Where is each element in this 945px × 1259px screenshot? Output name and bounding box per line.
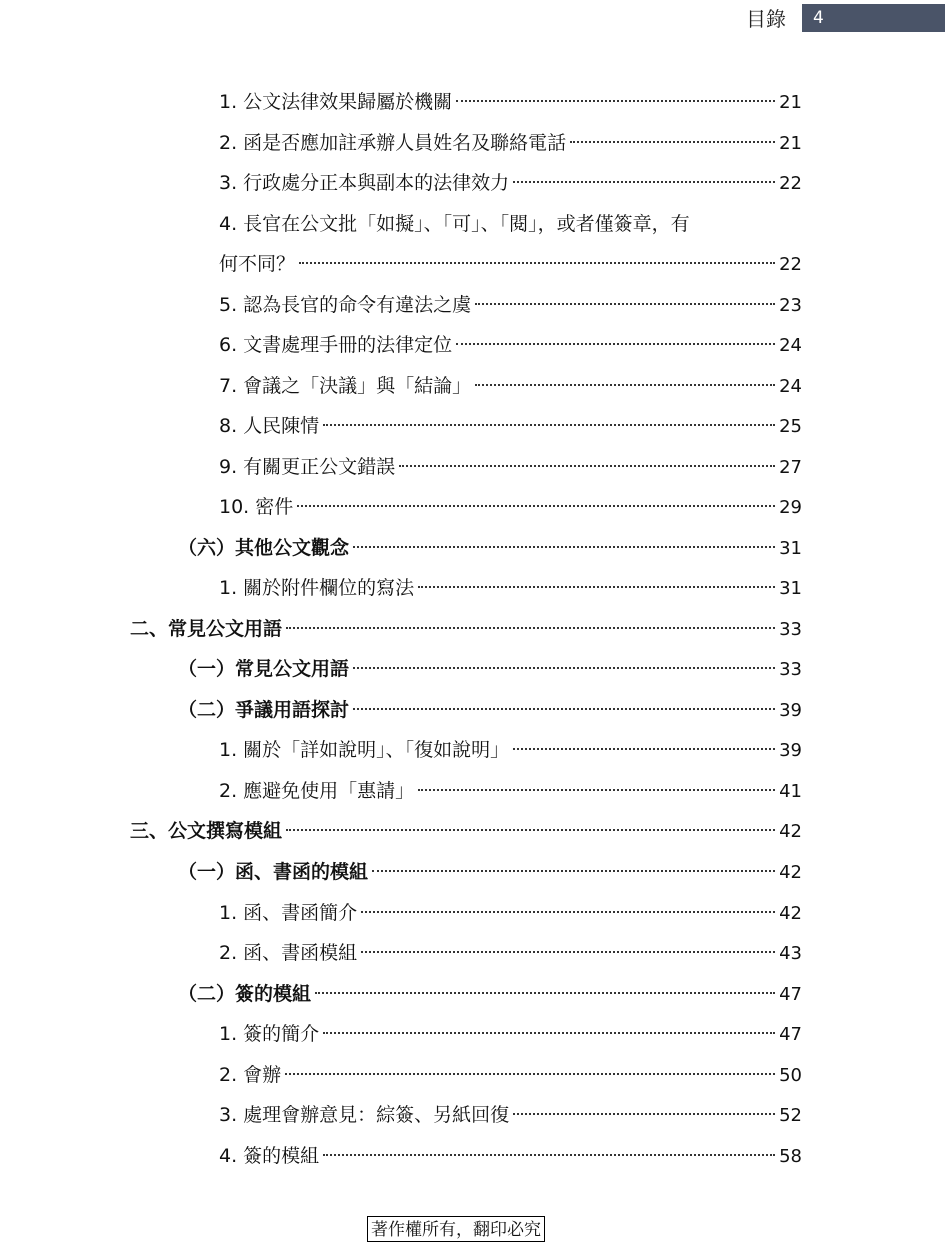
- toc-entry-page: 25: [779, 416, 802, 437]
- toc-entry[interactable]: [219, 1141, 802, 1171]
- toc-entry-page: 31: [779, 578, 802, 599]
- toc-entry[interactable]: [178, 695, 802, 725]
- toc-entry-page: 21: [779, 133, 802, 154]
- toc-entry[interactable]: [219, 735, 802, 765]
- toc-entry-page: 33: [779, 619, 802, 640]
- toc-entry[interactable]: [219, 128, 802, 158]
- toc-entry-page: 42: [779, 862, 802, 883]
- toc-entry[interactable]: [219, 330, 802, 360]
- dot-leader: [513, 1113, 775, 1115]
- toc-entry-title: 6. 文書處理手冊的法律定位: [219, 334, 453, 356]
- toc-entry-page: 42: [779, 821, 802, 842]
- dot-leader: [315, 992, 775, 994]
- toc-entry-page: 41: [779, 781, 802, 802]
- toc-entry-title: 2. 會辦: [219, 1064, 282, 1086]
- dot-leader: [456, 100, 775, 102]
- toc-entry-title-line1: 4. 長官在公文批「如擬」、「可」、「閱」，或者僅簽章，有: [219, 213, 690, 235]
- toc-entry-title: 3. 行政處分正本與副本的法律效力: [219, 172, 510, 194]
- toc-entry[interactable]: [219, 1060, 802, 1090]
- dot-leader: [513, 748, 775, 750]
- toc-entry-page: 24: [779, 335, 802, 356]
- toc-entry-title: 1. 關於「詳如說明」、「復如說明」: [219, 739, 510, 761]
- toc-entry[interactable]: [178, 654, 802, 684]
- toc-entry-title: 4. 簽的模組: [219, 1145, 320, 1167]
- toc-entry[interactable]: [219, 87, 802, 117]
- toc-entry-title: 1. 公文法律效果歸屬於機關: [219, 91, 453, 113]
- toc-entry-page: 39: [779, 700, 802, 721]
- toc-entry[interactable]: [219, 411, 802, 441]
- toc-entry-page: 22: [779, 173, 802, 194]
- toc-entry-title: 2. 應避免使用「惠請」: [219, 780, 415, 802]
- toc-entry-title: 5. 認為長官的命令有違法之虞: [219, 294, 472, 316]
- toc-entry[interactable]: [178, 857, 802, 887]
- dot-leader: [323, 1154, 775, 1156]
- toc-entry-title: 8. 人民陳情: [219, 415, 320, 437]
- toc-entry[interactable]: [219, 1019, 802, 1049]
- toc-entry-title: 7. 會議之「決議」與「結論」: [219, 375, 472, 397]
- dot-leader: [475, 303, 775, 305]
- toc-entry-title: （一）常見公文用語: [178, 658, 350, 680]
- toc-entry[interactable]: [219, 452, 802, 482]
- toc-entry[interactable]: [219, 168, 802, 198]
- dot-leader: [418, 586, 775, 588]
- dot-leader: [399, 465, 775, 467]
- dot-leader: [323, 1032, 775, 1034]
- toc-entry-title: 三、公文撰寫模組: [130, 820, 283, 842]
- toc-entry[interactable]: [219, 898, 802, 928]
- toc-entry-page: 52: [779, 1105, 802, 1126]
- toc-entry[interactable]: [130, 614, 802, 644]
- dot-leader: [353, 546, 775, 548]
- toc-entry[interactable]: [130, 816, 802, 846]
- toc-entry-page: 21: [779, 92, 802, 113]
- dot-leader: [456, 343, 775, 345]
- toc-entry-page: 29: [779, 497, 802, 518]
- toc-entry-page: 43: [779, 943, 802, 964]
- dot-leader: [361, 951, 775, 953]
- dot-leader: [353, 667, 775, 669]
- toc-entry-page: 27: [779, 457, 802, 478]
- toc-entry-page: 23: [779, 295, 802, 316]
- toc-entry-page: 22: [779, 254, 802, 275]
- toc-entry[interactable]: [219, 371, 802, 401]
- toc-entry-page: 50: [779, 1065, 802, 1086]
- toc-entry-page: 47: [779, 1024, 802, 1045]
- toc-entry-title: 2. 函、書函模組: [219, 942, 358, 964]
- dot-leader: [286, 627, 775, 629]
- toc-entry-title: （二）爭議用語探討: [178, 699, 350, 721]
- dot-leader: [285, 1073, 775, 1075]
- dot-leader: [570, 141, 775, 143]
- dot-leader: [297, 505, 775, 507]
- toc-entry-title: 二、常見公文用語: [130, 618, 283, 640]
- dot-leader: [513, 181, 775, 183]
- toc-entry-page: 24: [779, 376, 802, 397]
- toc-entry-page: 31: [779, 538, 802, 559]
- dot-leader: [323, 424, 775, 426]
- dot-leader: [299, 262, 775, 264]
- dot-leader: [475, 384, 775, 386]
- toc-entry-page: 39: [779, 740, 802, 761]
- toc-entry-title: 1. 簽的簡介: [219, 1023, 320, 1045]
- toc-entry-title: 1. 關於附件欄位的寫法: [219, 577, 415, 599]
- toc-entry[interactable]: [178, 533, 802, 563]
- toc-entry-title: （六）其他公文觀念: [178, 537, 350, 559]
- section-title: 目錄: [746, 7, 786, 31]
- copyright-notice: 著作權所有，翻印必究: [367, 1216, 545, 1242]
- toc-entry[interactable]: [219, 249, 802, 279]
- toc-entry-title: 10. 密件: [219, 496, 294, 518]
- toc-entry-title: 3. 處理會辦意見：綜簽、另紙回復: [219, 1104, 510, 1126]
- toc-entry[interactable]: [219, 290, 802, 320]
- dot-leader: [418, 789, 775, 791]
- toc-entry-title: 9. 有關更正公文錯誤: [219, 456, 396, 478]
- page-number-badge: 4: [802, 4, 945, 32]
- toc-entry-title: （二）簽的模組: [178, 983, 312, 1005]
- dot-leader: [353, 708, 775, 710]
- toc-entry[interactable]: [219, 573, 802, 603]
- dot-leader: [372, 870, 775, 872]
- toc-entry[interactable]: [219, 1100, 802, 1130]
- toc-entry-page: 33: [779, 659, 802, 680]
- toc-entry-title: 1. 函、書函簡介: [219, 902, 358, 924]
- toc-entry[interactable]: [219, 776, 802, 806]
- dot-leader: [286, 829, 775, 831]
- dot-leader: [361, 911, 775, 913]
- toc-entry[interactable]: [219, 938, 802, 968]
- toc-entry-page: 47: [779, 984, 802, 1005]
- toc-entry-title: 2. 函是否應加註承辦人員姓名及聯絡電話: [219, 132, 567, 154]
- toc-entry-page: 58: [779, 1146, 802, 1167]
- toc-entry-page: 42: [779, 903, 802, 924]
- toc-entry[interactable]: [219, 492, 802, 522]
- toc-entry-title: （一）函、書函的模組: [178, 861, 369, 883]
- toc-entry[interactable]: [178, 979, 802, 1009]
- toc-entry-title: 何不同？: [219, 253, 296, 275]
